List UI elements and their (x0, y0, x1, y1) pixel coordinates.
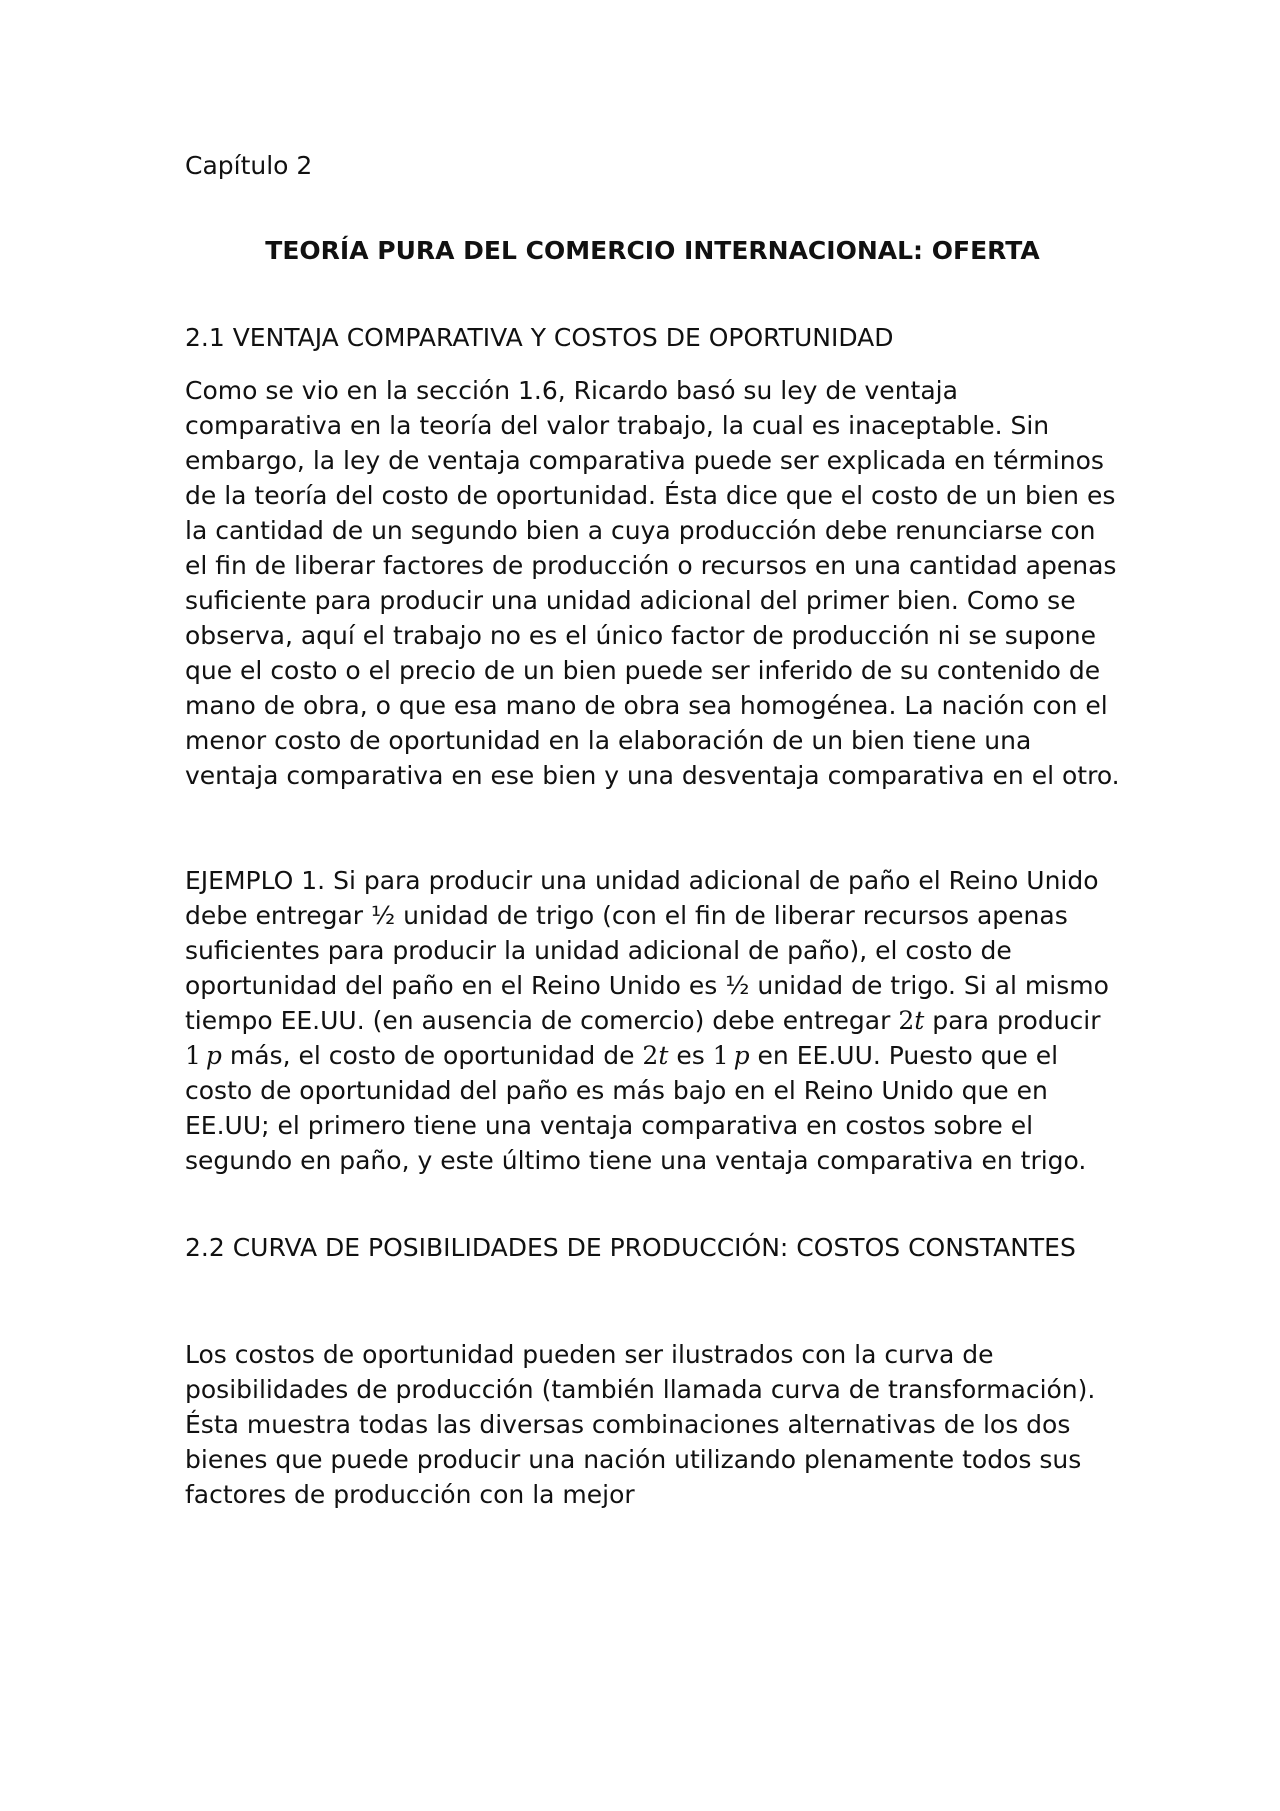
document-title: TEORÍA PURA DEL COMERCIO INTERNACIONAL: OFERTA (265, 236, 1040, 265)
example-text-part3: más, el costo de oportunidad de (221, 1041, 643, 1070)
example-text-part1: EJEMPLO 1. Si para producir una unidad adicional de paño el Reino Unido debe entregar ½ unidad de trigo (con el fin de liberar recursos apenas suficientes para producir la unidad adicional de paño), el costo de oportunidad del paño en el Reino Unido es ½ unidad de trigo. Si al mismo tiempo EE.UU. (en ausencia de comercio) debe entregar (185, 866, 1109, 1035)
math-expression-2t: 2t (898, 1006, 925, 1035)
document-body (185, 148, 1120, 1512)
math-expression-2t-b: 2t (642, 1041, 669, 1070)
section-heading-2-2: 2.2 CURVA DE POSIBILIDADES DE PRODUCCIÓN: COSTOS CONSTANTES (185, 1233, 1076, 1262)
chapter-label: Capítulo 2 (185, 151, 313, 180)
example-text-part2: para producir (924, 1006, 1101, 1035)
example-text-part5: en EE.UU. Puesto que el costo de oportunidad del paño es más bajo en el Reino Unido que en EE.UU; el primero tiene una ventaja comparativa en costos sobre el segundo en paño, y este último tiene una ventaja comparativa en trigo. (185, 1041, 1087, 1175)
example-text-part4: es (668, 1041, 713, 1070)
example-1-paragraph (185, 863, 1120, 1178)
math-expression-1p: 1 p (185, 1041, 222, 1070)
section-paragraph-2-1: Como se vio en la sección 1.6, Ricardo basó su ley de ventaja comparativa en la teoría del valor trabajo, la cual es inaceptable. Sin embargo, la ley de ventaja comparativa puede ser explicada en términos de la teoría del costo de oportunidad. Ésta dice que el costo de un bien es la cantidad de un segundo bien a cuya producción debe renunciarse con el fin de liberar factores de producción o recursos en una cantidad apenas suficiente para producir una unidad adicional del primer bien. Como se observa, aquí el trabajo no es el único factor de producción ni se supone que el costo o el precio de un bien puede ser inferido de su contenido de mano de obra, o que esa mano de obra sea homogénea. La nación con el menor costo de oportunidad en la elaboración de un bien tiene una ventaja comparativa en ese bien y una desventaja comparativa en el otro. (185, 376, 1120, 790)
section-heading-2-1: 2.1 VENTAJA COMPARATIVA Y COSTOS DE OPORTUNIDAD (185, 323, 894, 352)
math-expression-1p-b: 1 p (712, 1041, 750, 1070)
section-paragraph-2-2: Los costos de oportunidad pueden ser ilustrados con la curva de posibilidades de producción (también llamada curva de transformación). Ésta muestra todas las diversas combinaciones alternativas de los dos bienes que puede producir una nación utilizando plenamente todos sus factores de producción con la mejor (185, 1340, 1096, 1509)
